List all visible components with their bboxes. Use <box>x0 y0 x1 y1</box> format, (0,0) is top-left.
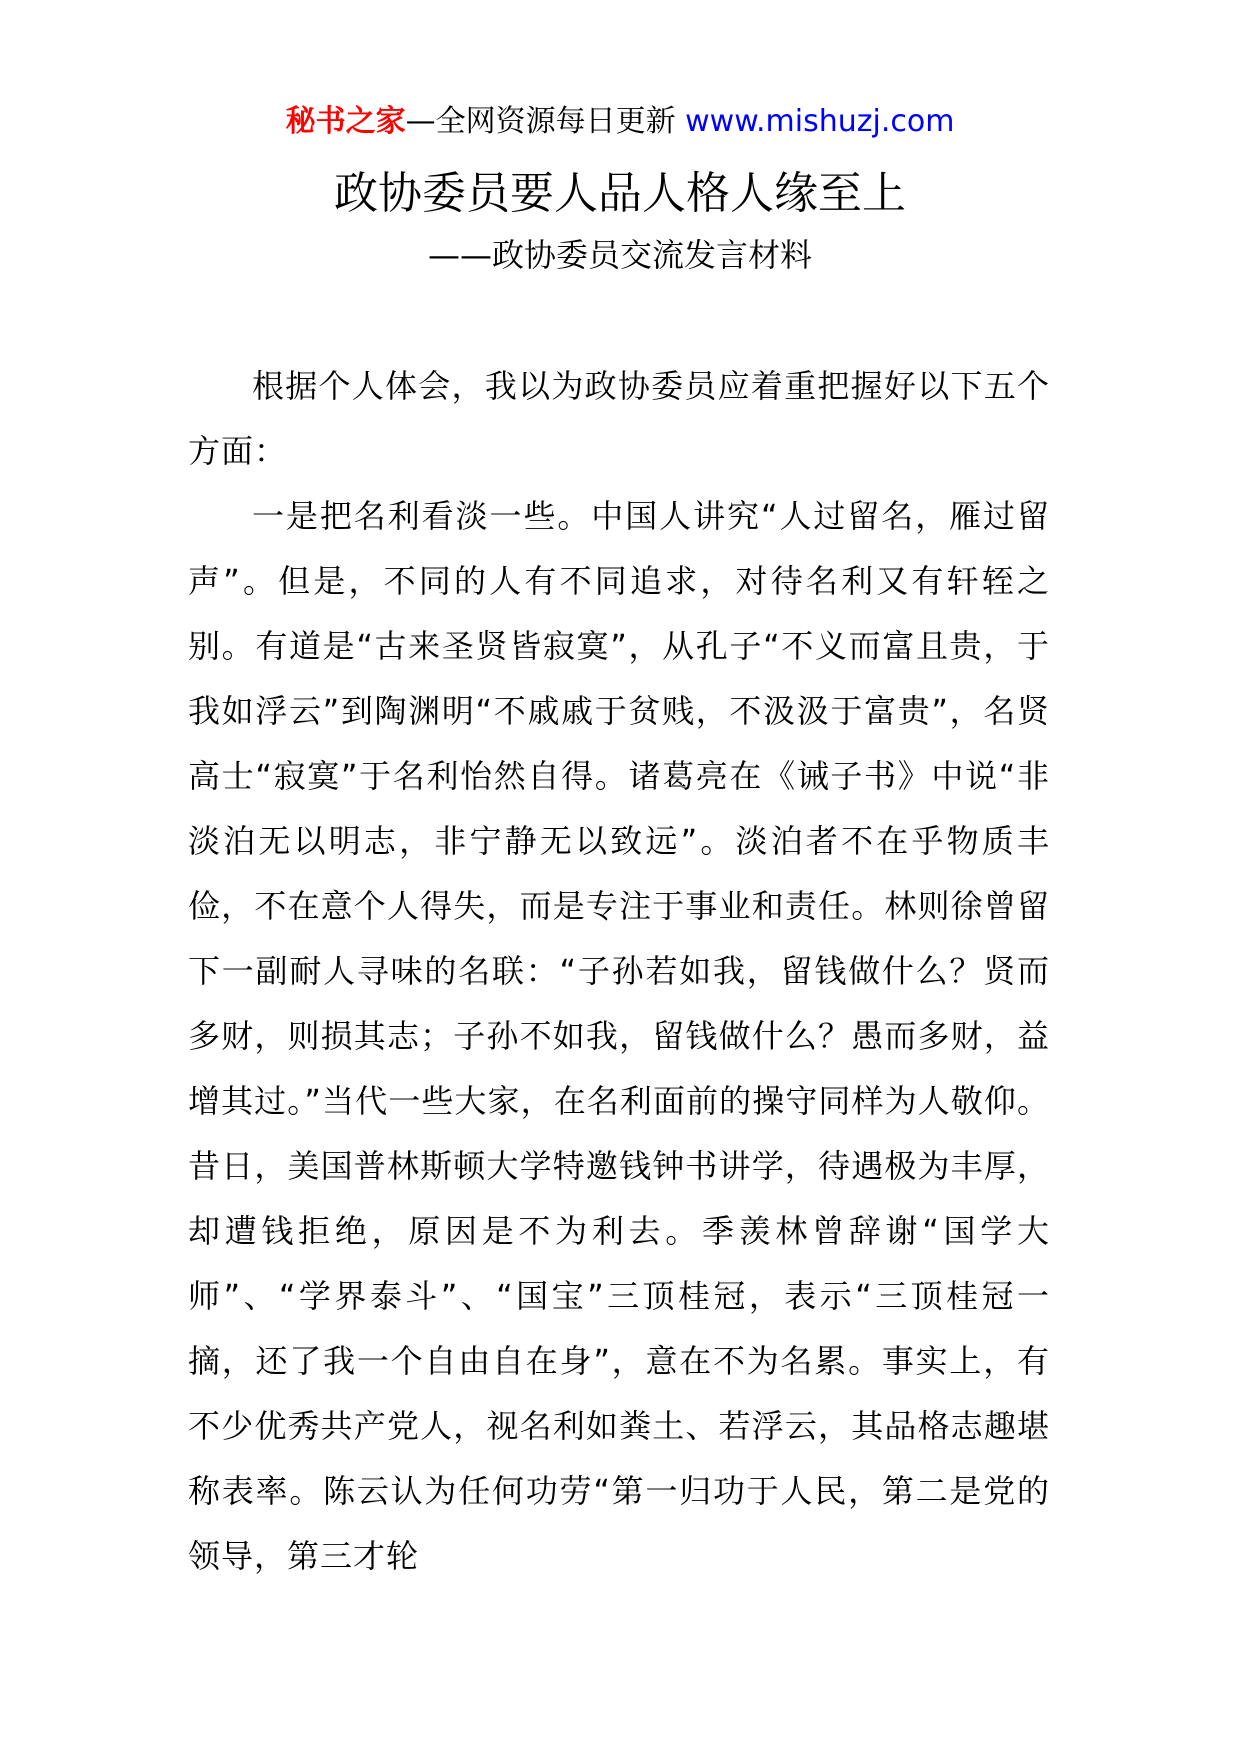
document-subtitle: ——政协委员交流发言材料 <box>427 236 812 274</box>
document-title: 政协委员要人品人格人缘至上 <box>334 168 906 219</box>
site-url-link[interactable]: www.mishuzj.com <box>685 104 955 139</box>
body-paragraph-intro: 根据个人体会，我以为政协委员应着重把握好以下五个方面： <box>188 367 1050 470</box>
site-header-banner <box>0 100 1240 144</box>
document-body <box>188 354 1050 1589</box>
site-brand-name: 秘书之家 <box>285 104 406 139</box>
body-paragraph-point-one: 一是把名利看淡一些。中国人讲究“人过留名，雁过留声”。但是，不同的人有不同追求，对待名利又有轩轾之别。有道是“古来圣贤皆寂寞”，从孔子“不义而富且贵，于我如浮云”到陶渊明“不戚戚于贫贱，不汲汲于富贵”，名贤高士“寂寞”于名利怡然自得。诸葛亮在《诫子书》中说“非淡泊无以明志，非宁静无以致远”。淡泊者不在乎物质丰俭，不在意个人得失，而是专注于事业和责任。林则徐曾留下一副耐人寻味的名联：“子孙若如我，留钱做什么？贤而多财，则损其志；子孙不如我，留钱做什么？愚而多财，益增其过。”当代一些大家，在名利面前的操守同样为人敬仰。昔日，美国普林斯顿大学特邀钱钟书讲学，待遇极为丰厚，却遭钱拒绝，原因是不为利去。季羡林曾辞谢“国学大师”、“学界泰斗”、“国宝”三顶桂冠，表示“三顶桂冠一摘，还了我一个自由自在身”，意在不为名累。事实上，有不少优秀共产党人，视名利如粪土、若浮云，其品格志趣堪称表率。陈云认为任何功劳“第一归功于人民，第二是党的领导，第三才轮 <box>188 497 1050 1575</box>
site-tagline: —全网资源每日更新 <box>405 104 676 139</box>
